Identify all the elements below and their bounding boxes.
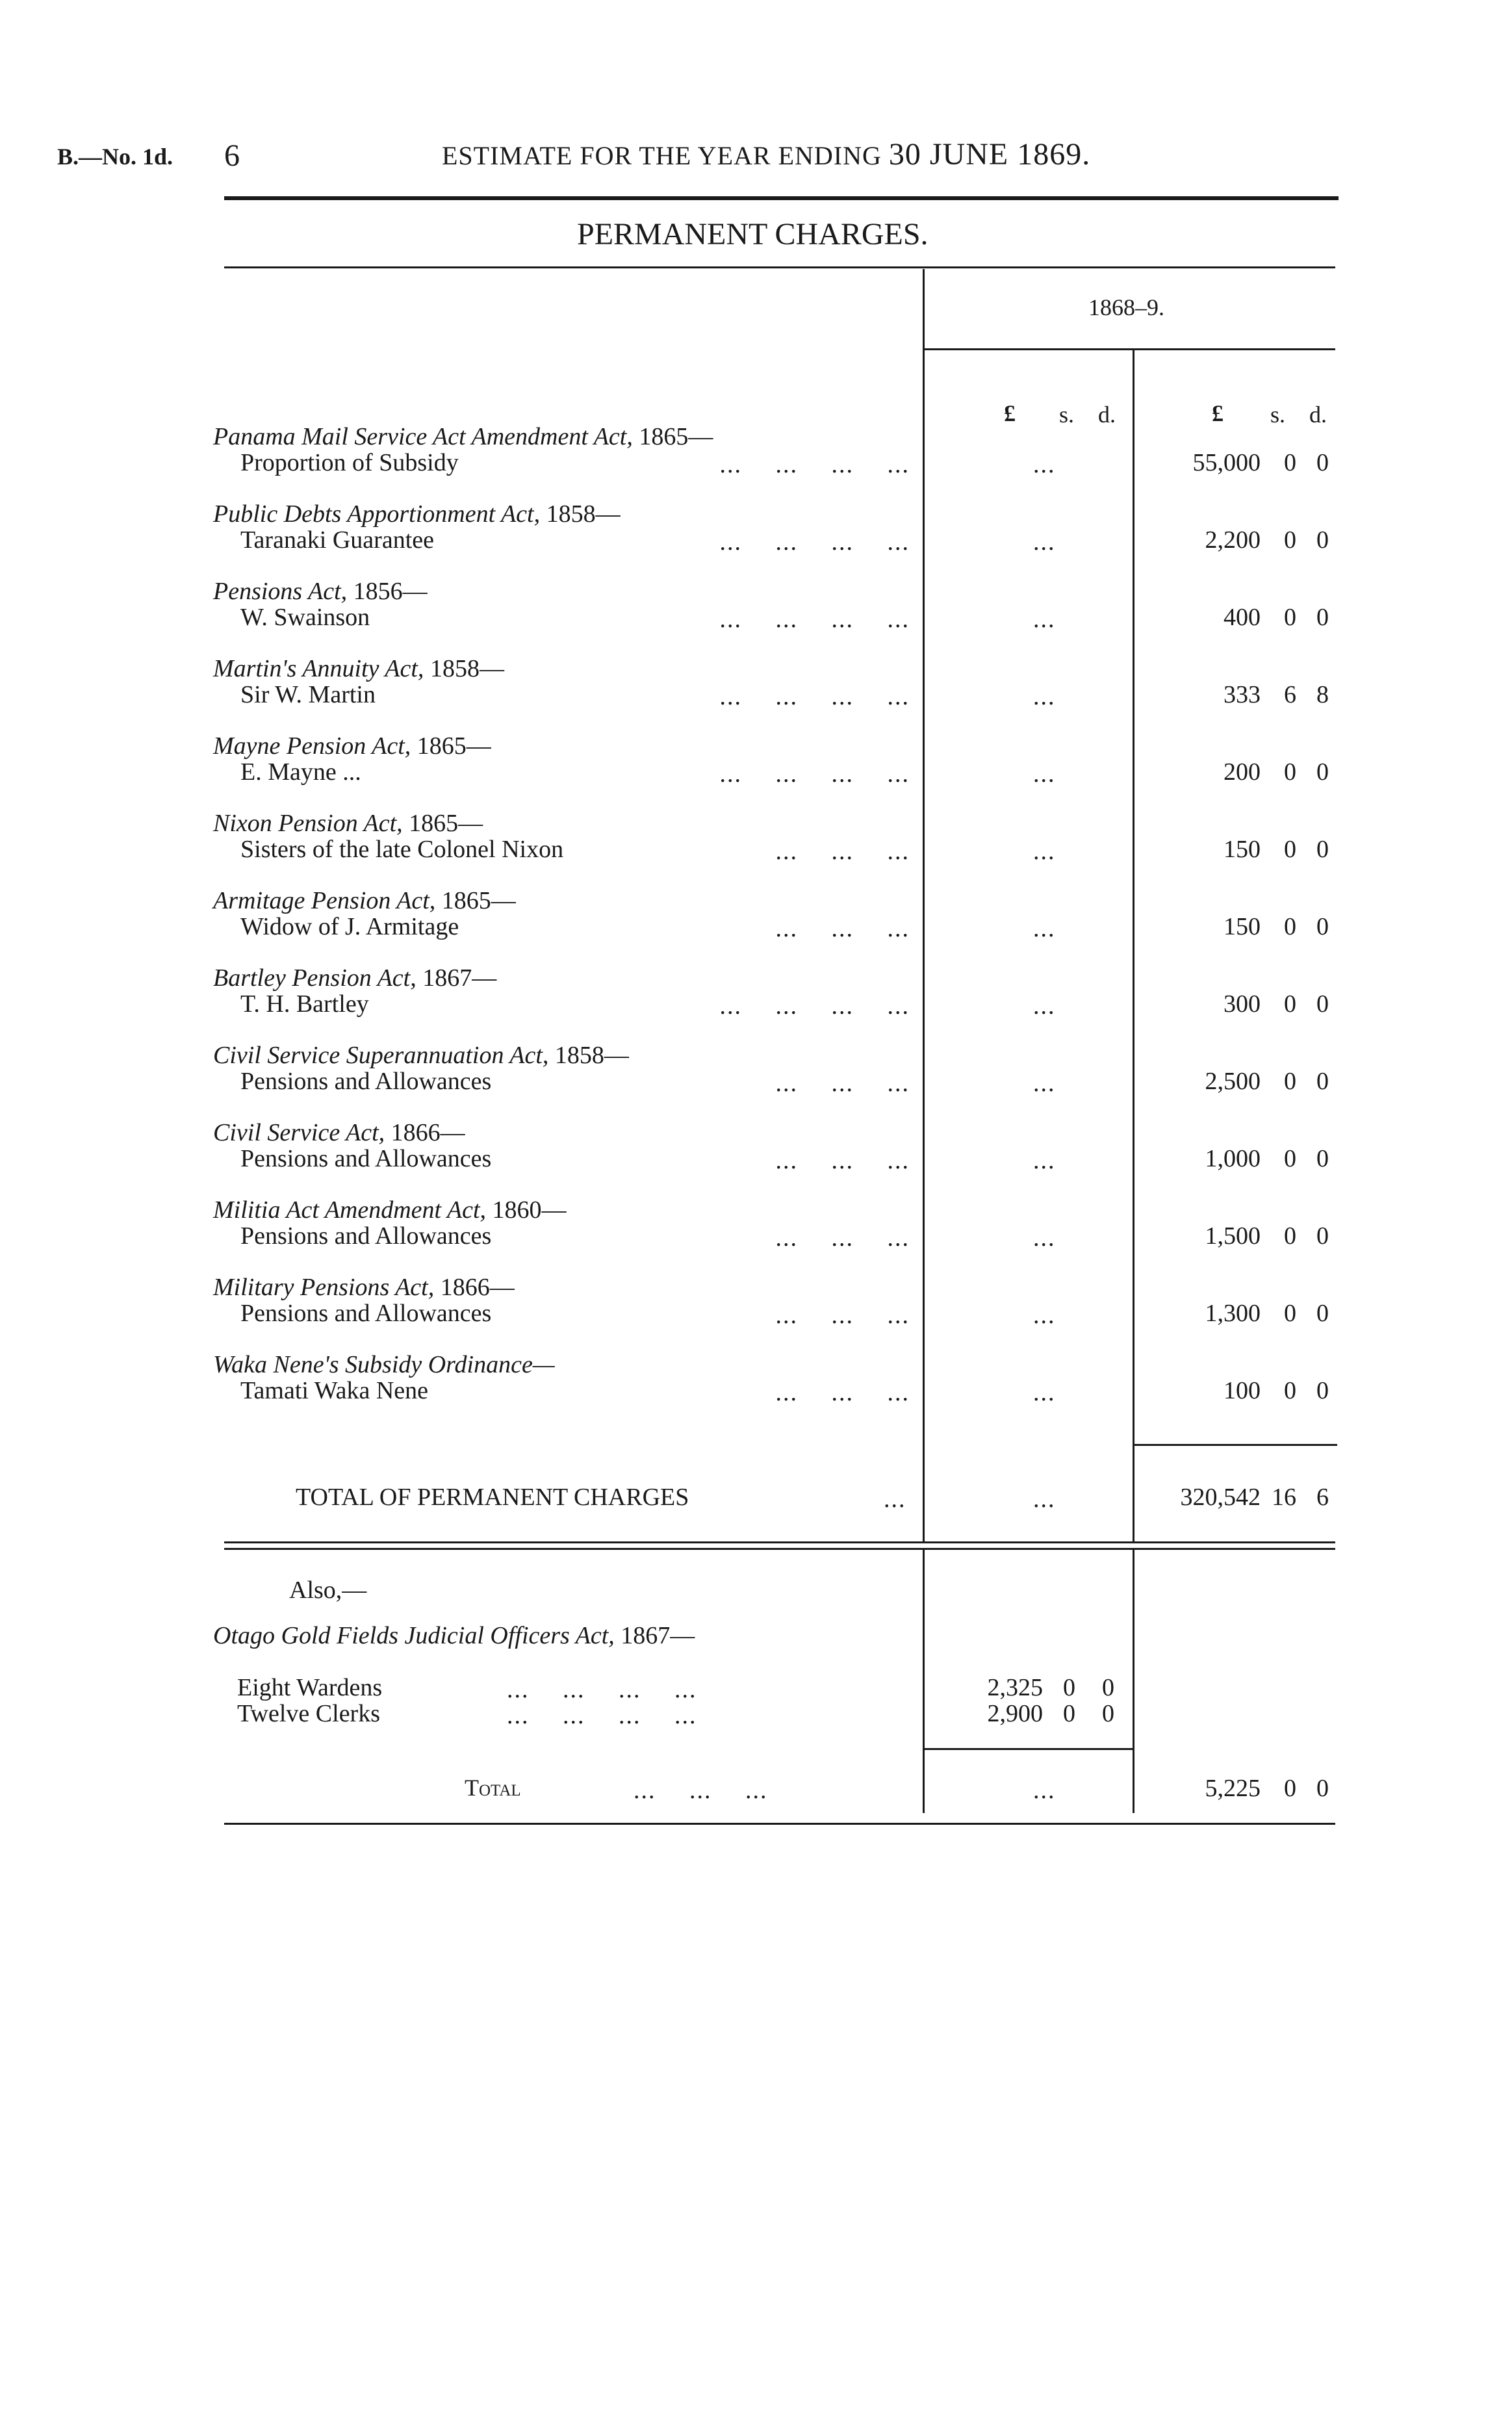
- entry-act-name: Militia Act Amendment Act,: [213, 1196, 487, 1224]
- also-subtotal-rule: [923, 1748, 1133, 1750]
- also-label: Also,—: [289, 1577, 367, 1604]
- entry-act-title: [213, 1273, 515, 1302]
- entry-pence: 0: [1316, 1300, 1329, 1327]
- entry-act-year: 1865—: [416, 732, 491, 760]
- entry-amount: 400: [1224, 604, 1261, 631]
- entry-pence: 0: [1316, 758, 1329, 786]
- entry-shillings: 0: [1284, 1222, 1296, 1250]
- entry-act-name: Pensions Act,: [213, 578, 348, 605]
- entry-pence: 0: [1316, 526, 1329, 554]
- entry-act-year: 1856—: [353, 578, 428, 605]
- entry-act-year: 1866—: [391, 1119, 465, 1146]
- entry-shillings: 0: [1284, 758, 1296, 786]
- entry-shillings: 0: [1284, 990, 1296, 1018]
- page-title: [442, 136, 1090, 172]
- currency-header-shilling-2: s.: [1270, 402, 1286, 428]
- also-act-year: 1867—: [621, 1622, 695, 1649]
- year-header-rule: [923, 348, 1335, 350]
- entry-amount: 300: [1224, 990, 1261, 1018]
- also-item-2: Twelve Clerks: [237, 1700, 381, 1727]
- entry-item: Sir W. Martin: [240, 681, 376, 708]
- entry-mid-dots: ...: [1033, 1224, 1056, 1252]
- entry-shillings: 0: [1284, 1300, 1296, 1327]
- entry-act-title: [213, 1041, 629, 1070]
- entry-dots: ... ... ... ...: [719, 992, 910, 1020]
- entry-pence: 0: [1316, 1145, 1329, 1172]
- entry-amount: 55,000: [1192, 449, 1261, 476]
- entry-act-name: Waka Nene's Subsidy Ordinance—: [213, 1351, 555, 1378]
- total-permanent-dots: ...: [884, 1486, 906, 1513]
- entry-item: E. Mayne ...: [240, 758, 361, 786]
- entry-pence: 0: [1316, 1068, 1329, 1095]
- total-permanent-mid: ...: [1033, 1486, 1056, 1513]
- entry-act-title: [213, 1350, 555, 1379]
- entry-act-title: [213, 422, 713, 451]
- entry-act-year: 1860—: [492, 1196, 567, 1224]
- entry-item: Pensions and Allowances: [240, 1300, 492, 1327]
- title-date: 30 JUNE 1869.: [888, 137, 1091, 172]
- entry-act-title: [213, 1118, 465, 1147]
- entry-shillings: 0: [1284, 913, 1296, 940]
- entry-dots: ... ... ...: [775, 1224, 910, 1252]
- entry-act-title: [213, 654, 504, 683]
- entry-act-title: [213, 964, 496, 992]
- also-item-2-dots: ... ... ... ...: [507, 1702, 697, 1729]
- entry-act-name: Military Pensions Act,: [213, 1274, 435, 1301]
- entry-shillings: 0: [1284, 449, 1296, 476]
- entry-act-year: 1867—: [422, 964, 497, 992]
- entry-act-name: Armitage Pension Act,: [213, 887, 436, 914]
- also-total-amount: 5,225: [1205, 1775, 1261, 1802]
- entry-mid-dots: ...: [1033, 528, 1056, 556]
- entry-act-title: [213, 809, 483, 838]
- entry-mid-dots: ...: [1033, 992, 1056, 1020]
- entry-act-name: Martin's Annuity Act,: [213, 655, 424, 682]
- entry-dots: ... ... ... ...: [719, 760, 910, 788]
- total-permanent-pence: 6: [1316, 1484, 1329, 1511]
- section-title: PERMANENT CHARGES.: [577, 217, 929, 251]
- entry-shillings: 0: [1284, 1068, 1296, 1095]
- entry-dots: ... ... ... ...: [719, 606, 910, 633]
- entry-shillings: 0: [1284, 1377, 1296, 1404]
- year-header: 1868–9.: [1088, 294, 1164, 320]
- also-total-mid: ...: [1033, 1777, 1056, 1804]
- entry-mid-dots: ...: [1033, 1070, 1056, 1097]
- entry-mid-dots: ...: [1033, 1147, 1056, 1174]
- entry-act-year: 1865—: [639, 423, 713, 450]
- entry-item: Taranaki Guarantee: [240, 526, 434, 554]
- also-item-1-dots: ... ... ... ...: [507, 1676, 697, 1703]
- entry-act-year: 1858—: [429, 655, 504, 682]
- entry-amount: 1,300: [1205, 1300, 1261, 1327]
- entry-act-name: Mayne Pension Act,: [213, 732, 411, 760]
- also-total-shillings: 0: [1284, 1775, 1296, 1802]
- column-divider-right: [1133, 350, 1134, 1542]
- entry-amount: 2,200: [1205, 526, 1261, 554]
- also-item-1: Eight Wardens: [237, 1674, 383, 1701]
- entry-amount: 1,000: [1205, 1145, 1261, 1172]
- entry-dots: ... ... ...: [775, 1147, 910, 1174]
- currency-header-pence-2: d.: [1309, 402, 1327, 428]
- entry-act-year: 1858—: [554, 1042, 629, 1069]
- column-divider-left: [923, 269, 925, 1543]
- entry-act-year: 1866—: [440, 1274, 515, 1301]
- entry-mid-dots: ...: [1033, 760, 1056, 788]
- entry-amount: 200: [1224, 758, 1261, 786]
- also-item-1-pence: 0: [1102, 1674, 1114, 1701]
- entry-act-title: [213, 886, 516, 915]
- entry-amount: 333: [1224, 681, 1261, 708]
- entry-amount: 2,500: [1205, 1068, 1261, 1095]
- also-total-dots: ... ... ...: [634, 1777, 768, 1804]
- bottom-rule: [224, 1823, 1335, 1825]
- entry-shillings: 6: [1284, 681, 1296, 708]
- entry-act-name: Public Debts Apportionment Act,: [213, 500, 541, 528]
- entry-item: Proportion of Subsidy: [240, 449, 459, 476]
- total-permanent-amount: 320,542: [1180, 1484, 1261, 1511]
- total-double-rule-1: [224, 1541, 1335, 1543]
- entry-shillings: 0: [1284, 1145, 1296, 1172]
- entry-pence: 0: [1316, 990, 1329, 1018]
- entry-mid-dots: ...: [1033, 1379, 1056, 1406]
- entry-item: T. H. Bartley: [240, 990, 369, 1018]
- currency-header-pence-1: d.: [1098, 402, 1116, 428]
- also-total-label: Total: [465, 1775, 521, 1801]
- entry-amount: 150: [1224, 836, 1261, 863]
- entry-mid-dots: ...: [1033, 451, 1056, 478]
- also-divider-right: [1133, 1550, 1134, 1813]
- entry-mid-dots: ...: [1033, 683, 1056, 710]
- entry-item: Pensions and Allowances: [240, 1068, 492, 1095]
- entry-act-name: Bartley Pension Act,: [213, 964, 416, 992]
- entry-dots: ... ... ...: [775, 1302, 910, 1329]
- entry-shillings: 0: [1284, 836, 1296, 863]
- total-permanent-shillings: 16: [1272, 1484, 1296, 1511]
- entry-act-title: [213, 1196, 567, 1224]
- title-prefix: ESTIMATE FOR THE YEAR ENDING: [442, 141, 882, 170]
- entry-act-year: 1858—: [546, 500, 621, 528]
- entry-act-name: Civil Service Superannuation Act,: [213, 1042, 549, 1069]
- entry-dots: ... ... ...: [775, 1379, 910, 1406]
- header-rule: [224, 196, 1339, 200]
- total-double-rule-2: [224, 1548, 1335, 1550]
- entry-mid-dots: ...: [1033, 915, 1056, 942]
- entry-dots: ... ... ... ...: [719, 528, 910, 556]
- entry-act-title: [213, 577, 428, 606]
- currency-header-pound-2: £: [1212, 400, 1224, 426]
- entry-pence: 0: [1316, 836, 1329, 863]
- entry-item: Tamati Waka Nene: [240, 1377, 429, 1404]
- entry-shillings: 0: [1284, 604, 1296, 631]
- entry-act-title: [213, 732, 491, 760]
- total-permanent-top-rule: [1133, 1444, 1337, 1446]
- entry-item: Sisters of the late Colonel Nixon: [240, 836, 564, 863]
- entry-mid-dots: ...: [1033, 1302, 1056, 1329]
- entry-act-title: [213, 500, 621, 528]
- entry-act-year: 1865—: [441, 887, 516, 914]
- page-number: 6: [224, 138, 240, 173]
- entry-item: Widow of J. Armitage: [240, 913, 459, 940]
- section-rule: [224, 266, 1335, 268]
- entry-act-name: Panama Mail Service Act Amendment Act,: [213, 423, 633, 450]
- entry-dots: ... ... ...: [775, 838, 910, 865]
- also-item-1-shillings: 0: [1063, 1674, 1075, 1701]
- also-total-pence: 0: [1316, 1775, 1329, 1802]
- entry-act-name: Civil Service Act,: [213, 1119, 385, 1146]
- document-ref: B.—No. 1d.: [57, 144, 173, 170]
- also-item-2-amount: 2,900: [987, 1700, 1043, 1727]
- entry-pence: 0: [1316, 913, 1329, 940]
- entry-dots: ... ... ...: [775, 915, 910, 942]
- entry-act-year: 1865—: [409, 810, 483, 837]
- currency-header-pound-1: £: [1004, 400, 1016, 426]
- entry-item: W. Swainson: [240, 604, 370, 631]
- entry-amount: 100: [1224, 1377, 1261, 1404]
- total-permanent-label: TOTAL OF PERMANENT CHARGES: [296, 1484, 689, 1511]
- entry-amount: 150: [1224, 913, 1261, 940]
- entry-amount: 1,500: [1205, 1222, 1261, 1250]
- currency-header-shilling-1: s.: [1059, 402, 1075, 428]
- entry-pence: 0: [1316, 449, 1329, 476]
- entry-pence: 0: [1316, 1377, 1329, 1404]
- entry-dots: ... ... ...: [775, 1070, 910, 1097]
- entry-dots: ... ... ... ...: [719, 451, 910, 478]
- entry-item: Pensions and Allowances: [240, 1145, 492, 1172]
- entry-pence: 0: [1316, 604, 1329, 631]
- entry-pence: 0: [1316, 1222, 1329, 1250]
- entry-pence: 8: [1316, 681, 1329, 708]
- entry-mid-dots: ...: [1033, 838, 1056, 865]
- entry-shillings: 0: [1284, 526, 1296, 554]
- also-act-name: Otago Gold Fields Judicial Officers Act,: [213, 1622, 615, 1649]
- entry-item: Pensions and Allowances: [240, 1222, 492, 1250]
- entry-mid-dots: ...: [1033, 606, 1056, 633]
- also-divider-left: [923, 1550, 925, 1813]
- also-item-1-amount: 2,325: [987, 1674, 1043, 1701]
- also-act-title: [213, 1621, 695, 1650]
- entry-act-name: Nixon Pension Act,: [213, 810, 403, 837]
- also-item-2-shillings: 0: [1063, 1700, 1075, 1727]
- also-item-2-pence: 0: [1102, 1700, 1114, 1727]
- entry-dots: ... ... ... ...: [719, 683, 910, 710]
